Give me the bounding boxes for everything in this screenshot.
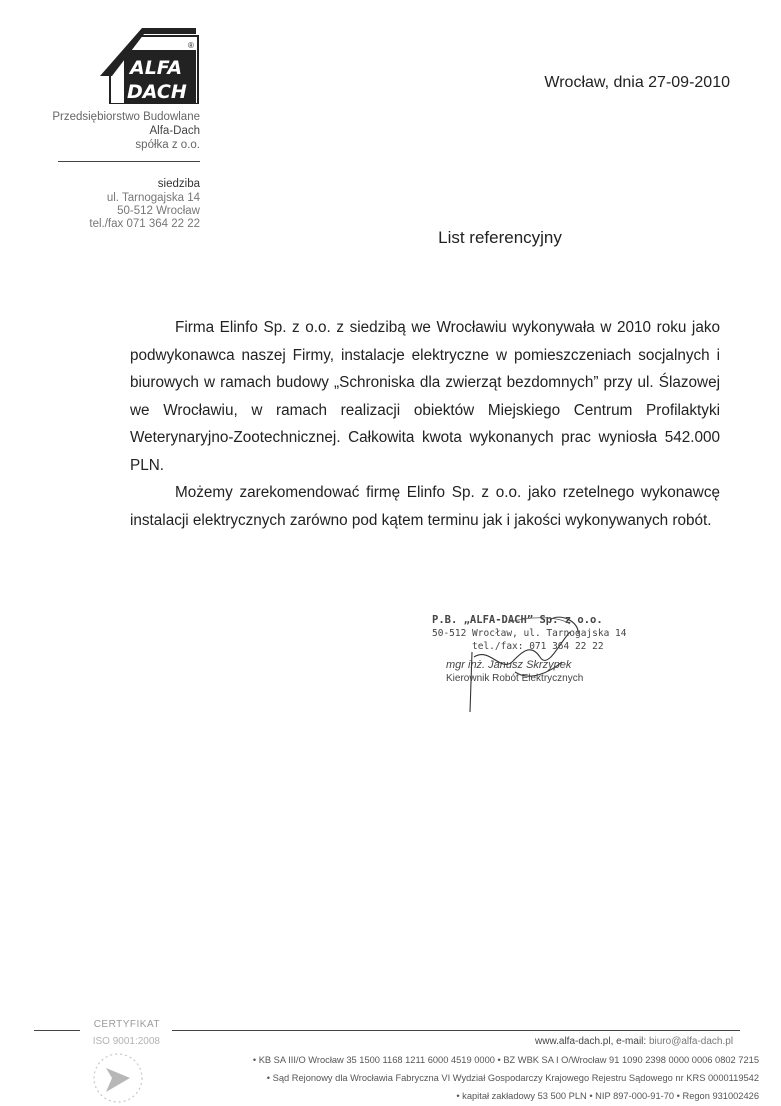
hq-label: siedziba xyxy=(157,178,200,190)
certificate-icon xyxy=(86,1052,150,1104)
letter-body xyxy=(130,314,720,534)
certificate-label: CERTYFIKAT xyxy=(93,1019,160,1030)
stamp-company: P.B. „ALFA-DACH” Sp. z o.o. xyxy=(432,614,603,626)
stamp-phone: tel./fax: 071 364 22 22 xyxy=(472,641,604,652)
footer-court-registry: • Sąd Rejonowy dla Wrocławia Fabryczna VI Wydział Gospodarczy Krajowego Rejestru Sądowego nr KRS 0000119542 xyxy=(266,1073,759,1083)
paragraph-2: Możemy zarekomendować firmę Elinfo Sp. z o.o. jako rzetelnego wykonawcę instalacji elektrycznych zarówno pod kątem terminu jak i jakości wykonywanych robót. xyxy=(130,484,720,529)
email-label: e-mail: xyxy=(616,1036,647,1047)
company-name-line-2: Alfa-Dach xyxy=(149,125,200,137)
signatory-name: mgr inż. Janusz Skrzypek xyxy=(446,659,572,671)
certificate-iso: ISO 9001:2008 xyxy=(92,1036,160,1047)
stamp-address: 50-512 Wrocław, ul. Tarnogajska 14 xyxy=(432,628,627,639)
svg-text:ALFA: ALFA xyxy=(130,57,183,79)
alfa-dach-logo xyxy=(100,26,204,104)
signatory-title: Kierownik Robót Elektrycznych xyxy=(446,673,584,684)
company-name-line-3: spółka z o.o. xyxy=(135,139,200,151)
footer-rule-right xyxy=(172,1030,740,1031)
company-name-line-1: Przedsiębiorstwo Budowlane xyxy=(52,111,200,123)
svg-text:®: ® xyxy=(188,41,194,50)
date-line: Wrocław, dnia 27-09-2010 xyxy=(544,74,730,91)
svg-text:DACH: DACH xyxy=(127,81,187,103)
hq-phone: tel./fax 071 364 22 22 xyxy=(89,218,200,230)
footer-capital-nip-regon: • kapitał zakładowy 53 500 PLN • NIP 897-000-91-70 • Regon 931002426 xyxy=(456,1091,759,1101)
header-divider xyxy=(58,161,200,162)
footer-contact xyxy=(535,1036,733,1047)
handwritten-signature xyxy=(440,612,600,722)
paragraph-1: Firma Elinfo Sp. z o.o. z siedzibą we Wrocławiu wykonywała w 2010 roku jako podwykonawca naszej Firmy, instalacje elektryczne w pomieszczeniach socjalnych i biurowych w ramach budowy „Schroniska dla zwierząt bezdomnych” przy ul. Ślazowej we Wrocławiu, w ramach realizacji obiektów Miejskiego Centrum Profilaktyki Weterynaryjno-Zootechnicznej. Całkowita kwota wykonanych prac wyniosła 542.000 PLN. xyxy=(130,319,720,474)
footer-rule-left xyxy=(34,1030,80,1031)
website-link[interactable]: www.alfa-dach.pl, xyxy=(535,1036,614,1047)
footer-bank-accounts: • KB SA III/O Wrocław 35 1500 1168 1211 6000 4519 0000 • BZ WBK SA I O/Wrocław 91 1090 2398 0000 0006 0802 7215 xyxy=(252,1055,759,1065)
letter-title: List referencyjny xyxy=(438,228,562,247)
hq-city: 50-512 Wrocław xyxy=(117,205,200,217)
email-link[interactable]: biuro@alfa-dach.pl xyxy=(648,1036,734,1047)
hq-street: ul. Tarnogajska 14 xyxy=(106,192,200,204)
